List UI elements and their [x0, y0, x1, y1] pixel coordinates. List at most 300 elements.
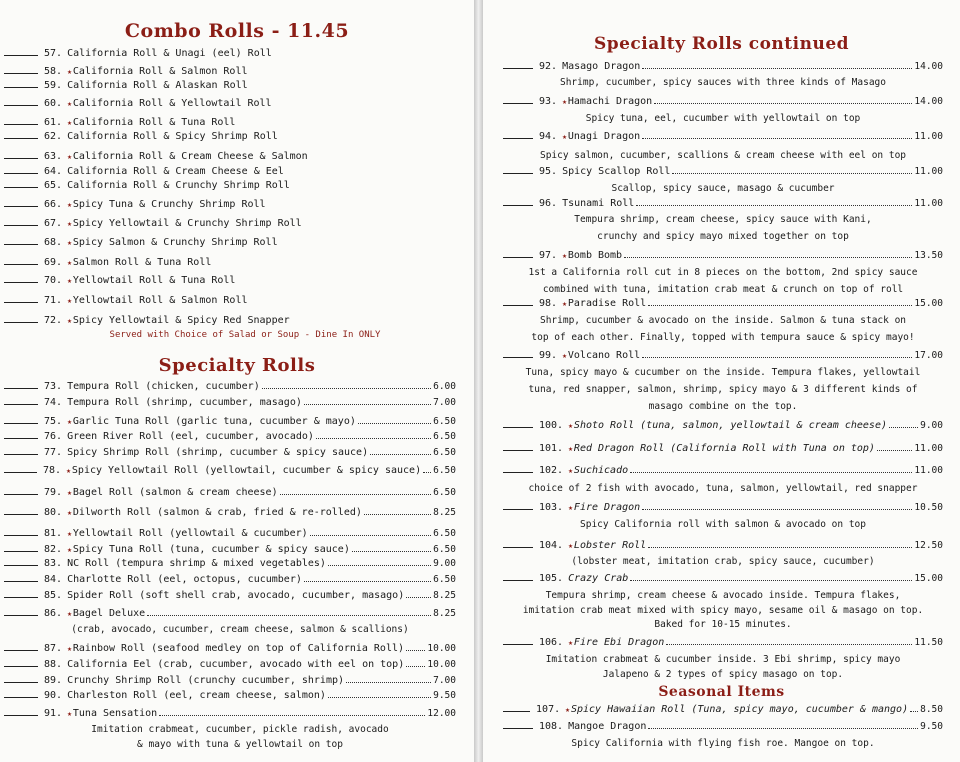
- item-name: California Roll & Tuna Roll: [72, 117, 236, 128]
- item-description: imitation crab meat mixed with spicy mayo, sesame oil & masago on top.: [522, 605, 924, 616]
- item-price: 6.50: [433, 528, 456, 539]
- item-number: 59.: [44, 80, 63, 91]
- item-price: 15.00: [914, 573, 943, 584]
- dot-leader: [406, 650, 425, 651]
- menu-item-74: [4, 397, 456, 408]
- item-name: Tsunami Roll: [562, 198, 635, 209]
- item-number: 87.: [44, 643, 63, 654]
- menu-item-63: [4, 151, 444, 162]
- menu-item-102: [503, 465, 943, 476]
- dot-leader: [910, 711, 918, 712]
- item-number: 81.: [44, 528, 63, 539]
- dot-leader: [364, 514, 431, 515]
- star-icon: ★: [67, 316, 72, 325]
- item-price: 14.00: [914, 96, 943, 107]
- item-name: Spicy Yellowtail & Crunchy Shrimp Roll: [72, 218, 302, 229]
- dot-leader: [889, 427, 918, 428]
- menu-item-70: [4, 275, 444, 286]
- write-in-line: [4, 243, 38, 245]
- dot-leader: [280, 494, 432, 495]
- item-description: Shrimp, cucumber & avocado on the inside. Salmon & tuna stack on: [539, 315, 907, 326]
- item-name: Tempura Roll (chicken, cucumber): [67, 381, 260, 392]
- star-icon: ★: [67, 276, 72, 285]
- menu-item-90: [4, 690, 456, 701]
- star-icon: ★: [568, 421, 573, 430]
- star-icon: ★: [568, 638, 573, 647]
- write-in-line: [503, 546, 533, 548]
- menu-item-94: [503, 131, 943, 142]
- item-price: 9.00: [920, 420, 943, 431]
- star-icon: ★: [67, 219, 72, 228]
- item-name: California Roll & Spicy Shrimp Roll: [67, 131, 278, 142]
- item-number: 82.: [44, 544, 63, 555]
- item-price: 12.50: [914, 540, 943, 551]
- dot-leader: [328, 697, 431, 698]
- dot-leader: [654, 103, 912, 104]
- item-number: 108.: [539, 721, 564, 732]
- item-number: 98.: [539, 298, 558, 309]
- dot-leader: [877, 450, 912, 451]
- dot-leader: [262, 388, 431, 389]
- star-icon: ★: [568, 444, 573, 453]
- dot-leader: [370, 454, 431, 455]
- page-spine: [474, 0, 483, 762]
- dot-leader: [159, 715, 425, 716]
- menu-item-73: [4, 381, 456, 392]
- item-price: 11.00: [914, 131, 943, 142]
- menu-item-67: [4, 218, 444, 229]
- write-in-line: [4, 172, 38, 174]
- item-price: 7.00: [433, 397, 456, 408]
- item-name: California Roll & Yellowtail Roll: [72, 98, 272, 109]
- write-in-line: [503, 67, 533, 69]
- item-name: Fire Dragon: [573, 502, 641, 513]
- star-icon: ★: [66, 466, 71, 475]
- item-description: 1st a California roll cut in 8 pieces on the bottom, 2nd spicy sauce: [528, 267, 918, 278]
- item-number: 72.: [44, 315, 63, 326]
- item-number: 57.: [44, 48, 63, 59]
- item-name: Spicy Hawaiian Roll (Tuna, spicy mayo, cucumber & mango): [570, 704, 909, 715]
- write-in-line: [4, 205, 38, 207]
- write-in-line: [503, 508, 533, 510]
- menu-item-64: [4, 166, 444, 177]
- write-in-line: [503, 643, 533, 645]
- item-price: 8.50: [920, 704, 943, 715]
- dot-leader: [624, 257, 912, 258]
- item-name: NC Roll (tempura shrimp & mixed vegetables): [67, 558, 326, 569]
- item-number: 99.: [539, 350, 558, 361]
- item-name: Green River Roll (eel, cucumber, avocado): [67, 431, 314, 442]
- item-price: 6.50: [433, 544, 456, 555]
- item-price: 9.50: [920, 721, 943, 732]
- item-price: 15.00: [914, 298, 943, 309]
- item-price: 6.50: [433, 487, 456, 498]
- item-price: 11.00: [914, 166, 943, 177]
- write-in-line: [503, 204, 533, 206]
- item-name: Fire Ebi Dragon: [573, 637, 665, 648]
- item-name: Spicy Salmon & Crunchy Shrimp Roll: [72, 237, 278, 248]
- menu-item-91: [4, 708, 456, 719]
- item-number: 96.: [539, 198, 558, 209]
- item-price: 7.00: [433, 675, 456, 686]
- item-name: Yellowtail Roll (yellowtail & cucumber): [72, 528, 308, 539]
- menu-item-76: [4, 431, 456, 442]
- item-name: Spicy Tuna Roll (tuna, cucumber & spicy sauce): [72, 544, 350, 555]
- menu-item-106: [503, 637, 943, 648]
- menu-item-93: [503, 96, 943, 107]
- write-in-line: [4, 493, 38, 495]
- specialty-rolls-title: Specialty Rolls: [158, 355, 316, 376]
- menu-item-71: [4, 295, 444, 306]
- star-icon: ★: [67, 545, 72, 554]
- menu-item-98: [503, 298, 943, 309]
- menu-item-105: [503, 573, 943, 584]
- item-number: 91.: [44, 708, 63, 719]
- item-price: 6.50: [433, 416, 456, 427]
- write-in-line: [503, 356, 533, 358]
- write-in-line: [4, 157, 38, 159]
- item-description: combined with tuna, imitation crab meat & crunch on top of roll: [542, 284, 904, 295]
- item-name: Spicy Tuna & Crunchy Shrimp Roll: [72, 199, 266, 210]
- dot-leader: [672, 173, 912, 174]
- item-number: 101.: [539, 443, 564, 454]
- menu-item-104: [503, 540, 943, 551]
- star-icon: ★: [67, 488, 72, 497]
- item-name: California Roll & Cream Cheese & Eel: [67, 166, 284, 177]
- menu-item-58: [4, 66, 444, 77]
- star-icon: ★: [67, 709, 72, 718]
- item-price: 9.50: [433, 690, 456, 701]
- item-number: 76.: [44, 431, 63, 442]
- item-description: crunchy and spicy mayo mixed together on top: [597, 231, 849, 242]
- item-price: 8.25: [433, 507, 456, 518]
- menu-page-right: [483, 0, 960, 762]
- item-name: California Eel (crab, cucumber, avocado with eel on top): [67, 659, 405, 670]
- combo-rolls-title: Combo Rolls - 11.45: [124, 20, 350, 42]
- item-price: 8.25: [433, 608, 456, 619]
- write-in-line: [4, 301, 38, 303]
- dot-leader: [642, 509, 912, 510]
- menu-item-96: [503, 198, 943, 209]
- write-in-line: [4, 54, 38, 56]
- item-description: Tempura shrimp, cream cheese, spicy sauce with Kani,: [574, 214, 872, 225]
- item-number: 86.: [44, 608, 63, 619]
- dot-leader: [642, 138, 912, 139]
- star-icon: ★: [67, 118, 72, 127]
- write-in-line: [4, 422, 38, 424]
- menu-item-61: [4, 117, 444, 128]
- item-name: Charlotte Roll (eel, octopus, cucumber): [67, 574, 302, 585]
- write-in-line: [503, 426, 533, 428]
- write-in-line: [4, 387, 38, 389]
- item-name: California Roll & Crunchy Shrimp Roll: [67, 180, 290, 191]
- star-icon: ★: [67, 644, 72, 653]
- item-number: 75.: [44, 416, 63, 427]
- menu-item-89: [4, 675, 456, 686]
- dot-leader: [666, 644, 912, 645]
- star-icon: ★: [568, 466, 573, 475]
- seasonal-items-title: Seasonal Items: [658, 684, 785, 700]
- item-name: Spicy Shrimp Roll (shrimp, cucumber & spicy sauce): [67, 447, 369, 458]
- star-icon: ★: [67, 417, 72, 426]
- write-in-line: [4, 453, 38, 455]
- write-in-line: [4, 123, 38, 125]
- item-number: 89.: [44, 675, 63, 686]
- menu-item-78: [4, 465, 456, 476]
- write-in-line: [4, 281, 38, 283]
- item-price: 6.50: [433, 447, 456, 458]
- star-icon: ★: [562, 132, 567, 141]
- item-price: 11.00: [914, 465, 943, 476]
- item-name: Bomb Bomb: [567, 250, 623, 261]
- item-number: 67.: [44, 218, 63, 229]
- item-name: Charleston Roll (eel, cream cheese, salmon): [67, 690, 326, 701]
- menu-item-60: [4, 98, 444, 109]
- dot-leader: [406, 597, 431, 598]
- star-icon: ★: [568, 503, 573, 512]
- item-number: 66.: [44, 199, 63, 210]
- dot-leader: [406, 666, 425, 667]
- item-name: Crunchy Shrimp Roll (crunchy cucumber, shrimp): [67, 675, 345, 686]
- write-in-line: [4, 86, 38, 88]
- write-in-line: [503, 471, 533, 473]
- item-description: choice of 2 fish with avocado, tuna, salmon, yellowtail, red snapper: [528, 483, 918, 494]
- write-in-line: [503, 137, 533, 139]
- dot-leader: [310, 535, 431, 536]
- item-price: 6.50: [433, 574, 456, 585]
- menu-item-100: [503, 420, 943, 431]
- menu-item-77: [4, 447, 456, 458]
- write-in-line: [4, 104, 38, 106]
- item-price: 6.00: [433, 381, 456, 392]
- menu-item-81: [4, 528, 456, 539]
- menu-item-62: [4, 131, 444, 142]
- item-name: Spicy Yellowtail Roll (yellowtail, cucumber & spicy sauce): [71, 465, 422, 476]
- write-in-line: [4, 186, 38, 188]
- menu-item-57: [4, 48, 444, 59]
- item-description: Spicy salmon, cucumber, scallions & cream cheese with eel on top: [539, 150, 907, 161]
- item-name: California Roll & Unagi (eel) Roll: [67, 48, 272, 59]
- item-name: Bagel Roll (salmon & cream cheese): [72, 487, 278, 498]
- write-in-line: [503, 710, 530, 712]
- item-number: 64.: [44, 166, 63, 177]
- write-in-line: [4, 72, 38, 74]
- item-description: Shrimp, cucumber, spicy sauces with three kinds of Masago: [559, 77, 886, 88]
- write-in-line: [4, 550, 38, 552]
- item-number: 73.: [44, 381, 63, 392]
- star-icon: ★: [67, 609, 72, 618]
- menu-item-66: [4, 199, 444, 210]
- item-name: Shoto Roll (tuna, salmon, yellowtail & cream cheese): [573, 420, 887, 431]
- item-description: Scallop, spicy sauce, masago & cucumber: [611, 183, 835, 194]
- write-in-line: [4, 321, 38, 323]
- item-price: 8.25: [433, 590, 456, 601]
- menu-item-97: [503, 250, 943, 261]
- item-name: Rainbow Roll (seafood medley on top of California Roll): [72, 643, 405, 654]
- menu-item-83: [4, 558, 456, 569]
- item-name: Suchicado: [573, 465, 629, 476]
- write-in-line: [4, 714, 38, 716]
- dot-leader: [147, 615, 431, 616]
- item-price: 17.00: [914, 350, 943, 361]
- item-number: 69.: [44, 257, 63, 268]
- write-in-line: [4, 681, 38, 683]
- item-number: 70.: [44, 275, 63, 286]
- item-91-description-line-2: & mayo with tuna & yellowtail on top: [137, 739, 343, 750]
- write-in-line: [503, 579, 533, 581]
- item-number: 68.: [44, 237, 63, 248]
- item-number: 58.: [44, 66, 63, 77]
- item-name: Lobster Roll: [573, 540, 647, 551]
- item-number: 90.: [44, 690, 63, 701]
- item-description: Jalapeno & 2 types of spicy masago on top.: [602, 669, 844, 680]
- menu-item-85: [4, 590, 456, 601]
- menu-item-101: [503, 443, 943, 454]
- item-price: 11.50: [914, 637, 943, 648]
- item-price: 12.00: [427, 708, 456, 719]
- menu-item-88: [4, 659, 456, 670]
- item-number: 88.: [44, 659, 63, 670]
- item-name: Masago Dragon: [562, 61, 641, 72]
- item-number: 71.: [44, 295, 63, 306]
- combo-note: Served with Choice of Salad or Soup - Dine In ONLY: [109, 330, 381, 340]
- item-description: top of each other. Finally, topped with tempura sauce & spicy mayo!: [531, 332, 915, 343]
- item-name: Tempura Roll (shrimp, cucumber, masago): [67, 397, 302, 408]
- dot-leader: [316, 438, 431, 439]
- menu-item-107: [503, 704, 943, 715]
- item-name: Bagel Deluxe: [72, 608, 146, 619]
- item-name: Paradise Roll: [567, 298, 647, 309]
- write-in-line: [4, 437, 38, 439]
- item-name: Spicy Yellowtail & Spicy Red Snapper: [72, 315, 290, 326]
- item-name: California Roll & Cream Cheese & Salmon: [72, 151, 308, 162]
- item-number: 105.: [539, 573, 564, 584]
- item-number: 85.: [44, 590, 63, 601]
- menu-item-84: [4, 574, 456, 585]
- write-in-line: [503, 102, 533, 104]
- menu-item-108: [503, 721, 943, 732]
- item-price: 13.50: [914, 250, 943, 261]
- item-name: Red Dragon Roll (California Roll with Tuna on top): [573, 443, 875, 454]
- write-in-line: [503, 727, 533, 729]
- item-number: 78.: [43, 465, 62, 476]
- item-name: California Roll & Alaskan Roll: [67, 80, 248, 91]
- write-in-line: [503, 256, 533, 258]
- menu-item-68: [4, 237, 444, 248]
- item-number: 104.: [539, 540, 564, 551]
- item-price: 6.50: [433, 465, 456, 476]
- write-in-line: [4, 224, 38, 226]
- dot-leader: [352, 551, 431, 552]
- item-description: tuna, red snapper, salmon, shrimp, spicy mayo & 3 different kinds of: [528, 384, 918, 395]
- item-name: Yellowtail Roll & Salmon Roll: [72, 295, 248, 306]
- menu-item-72: [4, 315, 444, 326]
- item-price: 10.50: [914, 502, 943, 513]
- item-name: Hamachi Dragon: [567, 96, 653, 107]
- menu-item-75: [4, 416, 456, 427]
- write-in-line: [4, 137, 38, 139]
- item-number: 62.: [44, 131, 63, 142]
- dot-leader: [423, 472, 431, 473]
- menu-item-79: [4, 487, 456, 498]
- star-icon: ★: [568, 541, 573, 550]
- item-name: Spicy Scallop Roll: [562, 166, 671, 177]
- star-icon: ★: [565, 705, 570, 714]
- specialty-continued-title: Specialty Rolls continued: [593, 34, 850, 54]
- dot-leader: [346, 682, 431, 683]
- item-name: Garlic Tuna Roll (garlic tuna, cucumber & mayo): [72, 416, 356, 427]
- star-icon: ★: [67, 296, 72, 305]
- write-in-line: [4, 471, 37, 473]
- item-price: 10.00: [427, 659, 456, 670]
- item-name: California Roll & Salmon Roll: [72, 66, 248, 77]
- menu-item-80: [4, 507, 456, 518]
- item-number: 92.: [539, 61, 558, 72]
- item-number: 94.: [539, 131, 558, 142]
- item-name: Salmon Roll & Tuna Roll: [72, 257, 212, 268]
- item-description: Baked for 10-15 minutes.: [654, 619, 792, 630]
- write-in-line: [4, 649, 38, 651]
- item-number: 84.: [44, 574, 63, 585]
- item-name: Mangoe Dragon: [568, 721, 647, 732]
- item-description: (lobster meat, imitation crab, spicy sauce, cucumber): [571, 556, 875, 567]
- write-in-line: [4, 580, 38, 582]
- dot-leader: [642, 357, 912, 358]
- dot-leader: [630, 580, 912, 581]
- menu-item-95: [503, 166, 943, 177]
- write-in-line: [4, 513, 38, 515]
- dot-leader: [636, 205, 912, 206]
- item-86-description: (crab, avocado, cucumber, cream cheese, salmon & scallions): [71, 624, 409, 635]
- menu-page-left: [0, 0, 474, 762]
- write-in-line: [4, 534, 38, 536]
- item-number: 100.: [539, 420, 564, 431]
- item-number: 77.: [44, 447, 63, 458]
- item-name: Spider Roll (soft shell crab, avocado, cucumber, masago): [67, 590, 405, 601]
- item-description: masago combine on the top.: [648, 401, 798, 412]
- item-description: Imitation crabmeat & cucumber inside. 3 Ebi shrimp, spicy mayo: [545, 654, 901, 665]
- item-number: 103.: [539, 502, 564, 513]
- menu-item-87: [4, 643, 456, 654]
- item-name: Crazy Crab: [568, 573, 629, 584]
- star-icon: ★: [67, 529, 72, 538]
- item-number: 97.: [539, 250, 558, 261]
- item-price: 11.00: [914, 198, 943, 209]
- item-description: Spicy California with flying fish roe. Mangoe on top.: [571, 738, 875, 749]
- write-in-line: [4, 596, 38, 598]
- item-price: 10.00: [427, 643, 456, 654]
- dot-leader: [648, 305, 912, 306]
- star-icon: ★: [562, 351, 567, 360]
- item-description: Tempura shrimp, cream cheese & avocado inside. Tempura flakes,: [545, 590, 901, 601]
- item-name: Unagi Dragon: [567, 131, 641, 142]
- write-in-line: [503, 304, 533, 306]
- item-number: 79.: [44, 487, 63, 498]
- star-icon: ★: [67, 508, 72, 517]
- item-price: 9.00: [433, 558, 456, 569]
- dot-leader: [358, 423, 431, 424]
- item-number: 61.: [44, 117, 63, 128]
- item-name: Yellowtail Roll & Tuna Roll: [72, 275, 236, 286]
- write-in-line: [4, 665, 38, 667]
- dot-leader: [642, 68, 912, 69]
- item-price: 14.00: [914, 61, 943, 72]
- star-icon: ★: [562, 97, 567, 106]
- item-price: 11.00: [914, 443, 943, 454]
- dot-leader: [630, 472, 912, 473]
- item-number: 83.: [44, 558, 63, 569]
- item-description: Tuna, spicy mayo & cucumber on the inside. Tempura flakes, yellowtail: [525, 367, 921, 378]
